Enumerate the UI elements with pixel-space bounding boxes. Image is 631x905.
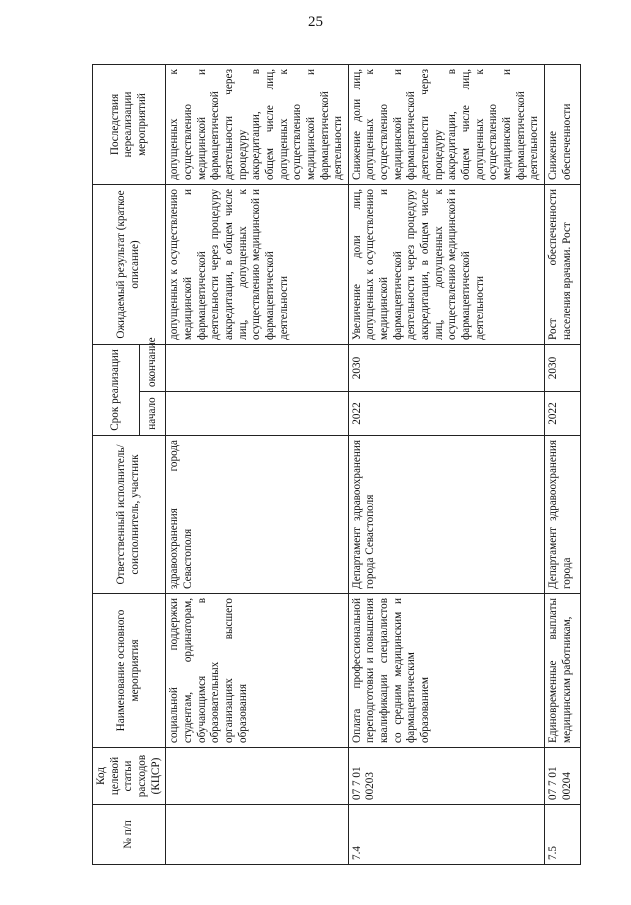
table-row xyxy=(166,65,349,865)
header-term: Срок реализации xyxy=(93,345,140,436)
row-responsible: Департамент здравоохранения города Севастополя xyxy=(348,436,544,594)
header-consequences: Последствия нереализации мероприятий xyxy=(93,65,166,185)
row-consequences: Снижение доли лиц, допущенных к осуществлению медицинской и фармацевтической деятельности через процедуру аккредитации, в общем числе лиц, допущенных к осуществлению медицинской и фармацевтической деятельности xyxy=(348,65,544,185)
row-consequences: допущенных к осуществлению медицинской и фармацевтической деятельности через процедуру аккредитации, в общем числе лиц, допущенных к осуществлению медицинской и фармацевтической деятельности xyxy=(166,65,349,185)
header-start: начало xyxy=(139,392,166,436)
row-num xyxy=(166,805,349,865)
header-name: Наименование основного мероприятия xyxy=(93,594,166,748)
row-start: 2022 xyxy=(348,392,544,436)
row-name: социальной поддержки студентам, ординаторам, обучающимся в образовательных организациях высшего образования xyxy=(166,594,349,748)
row-end: 2030 xyxy=(545,345,581,392)
row-responsible: здравоохранения города Севастополя xyxy=(166,436,349,594)
row-num: 7.4 xyxy=(348,805,544,865)
row-code: 07 7 01 00204 xyxy=(545,748,581,805)
header-code: Код целевой статьи расходов (КЦСР) xyxy=(93,748,166,805)
header-result: Ожидаемый результат (краткое описание) xyxy=(93,185,166,345)
row-name: Оплата профессиональной переподготовки и повышения квалификации специалистов со средним медицинским и фармацевтическим образованием xyxy=(348,594,544,748)
row-responsible: Департамент здравоохранения города xyxy=(545,436,581,594)
table-row xyxy=(348,65,544,865)
row-end: 2030 xyxy=(348,345,544,392)
row-result: Рост обеспеченности населения врачами. Рост xyxy=(545,185,581,345)
row-code xyxy=(166,748,349,805)
row-start xyxy=(166,392,349,436)
row-result: допущенных к осуществлению медицинской и фармацевтической деятельности через процедуру аккредитации, в общем числе лиц, допущенных к осуществлению медицинской и фармацевтической деятельности xyxy=(166,185,349,345)
page-number: 25 xyxy=(308,14,323,30)
row-code: 07 7 01 00203 xyxy=(348,748,544,805)
row-result: Увеличение доли лиц, допущенных к осуществлению медицинской и фармацевтической деятельности через процедуру аккредитации, в общем числе лиц, допущенных к осуществлению медицинской и фармацевтической деятельности xyxy=(348,185,544,345)
row-end xyxy=(166,345,349,392)
header-end: окончание xyxy=(139,345,166,392)
header-responsible: Ответственный исполнитель/соисполнитель, участник xyxy=(93,436,166,594)
row-consequences: Снижение обеспеченности xyxy=(545,65,581,185)
row-num: 7.5 xyxy=(545,805,581,865)
rotated-table-wrapper xyxy=(92,65,573,865)
row-name: Единовременные выплаты медицинским работникам, xyxy=(545,594,581,748)
table-row xyxy=(545,65,581,865)
header-num: № п/п xyxy=(93,805,166,865)
row-start: 2022 xyxy=(545,392,581,436)
measures-table xyxy=(92,64,581,865)
